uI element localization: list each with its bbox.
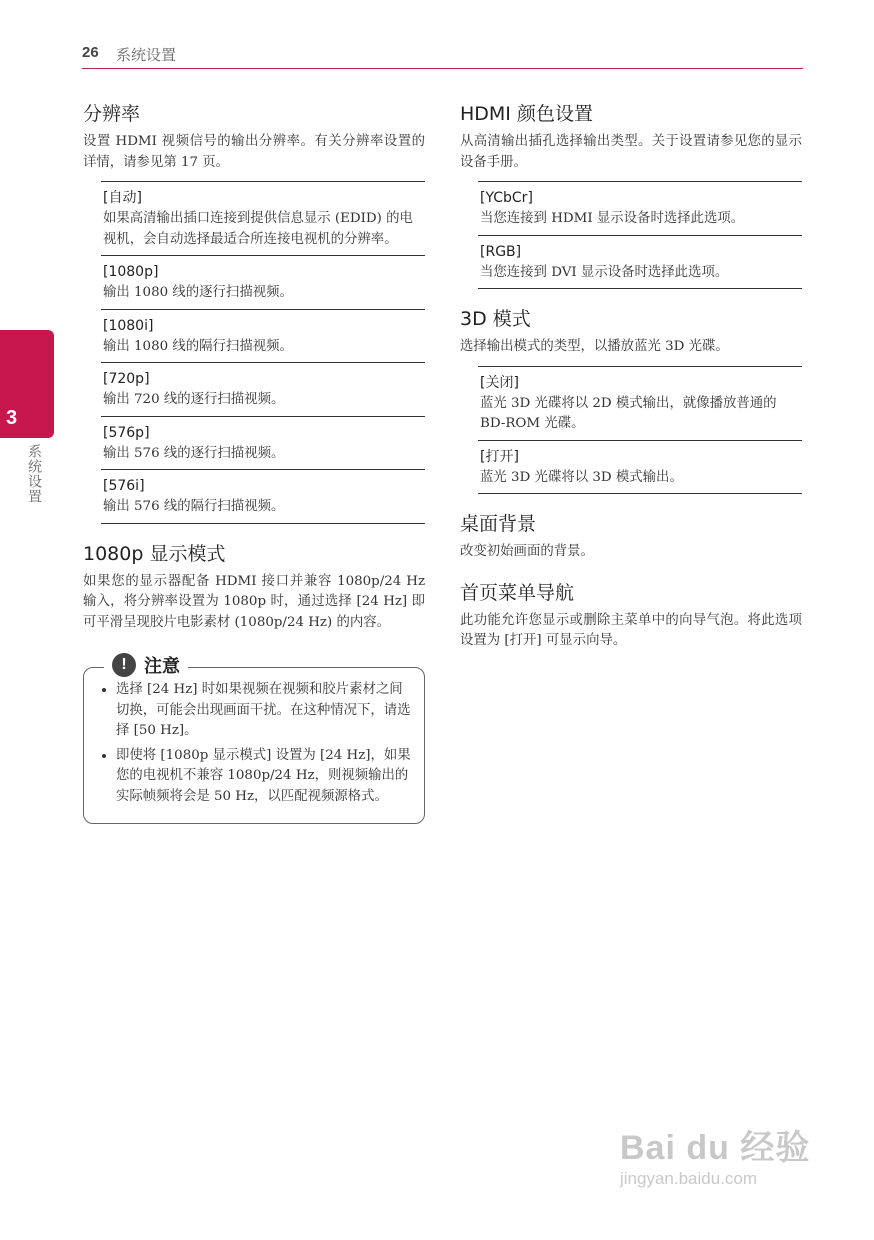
option-720p xyxy=(101,363,425,417)
chapter-title: 系统设置 xyxy=(116,46,177,64)
chapter-side-label: 系统设置 xyxy=(26,444,42,504)
option-ycbcr xyxy=(478,182,802,236)
option-label: [1080p] xyxy=(103,264,159,280)
note-box xyxy=(83,656,425,824)
hdmi-color-options xyxy=(478,181,802,289)
option-auto xyxy=(101,182,425,256)
page-number: 26 xyxy=(82,44,99,61)
resolution-heading: 分辨率 xyxy=(83,103,141,125)
option-desc: 当您连接到 DVI 显示设备时选择此选项。 xyxy=(480,264,729,280)
home-guide-heading: 首页菜单导航 xyxy=(460,581,575,604)
mode-3d-options xyxy=(478,366,802,495)
page-header xyxy=(82,40,803,69)
option-desc: 如果高清输出插口连接到提供信息显示 (EDID) 的电视机，会自动选择最适合所连接电视机的分辨率。 xyxy=(103,211,413,247)
note-item: • 选择 [24 Hz] 时如果视频在视频和胶片素材之间切换，可能会出现画面干扰。在这种情况下，请选择 [50 Hz]。 xyxy=(116,680,412,742)
option-label: [自动] xyxy=(103,190,142,206)
display-mode-desc: 如果您的显示器配备 HDMI 接口并兼容 1080p/24 Hz 输入，将分辨率设置为 1080p 时，通过选择 [24 Hz] 即可平滑呈现胶片电影素材 (1080p/24 Hz) 的内容。 xyxy=(83,573,425,630)
hdmi-color-desc: 从高清输出插孔选择输出类型。关于设置请参见您的显示设备手册。 xyxy=(460,134,802,170)
option-desc: 输出 1080 线的隔行扫描视频。 xyxy=(103,338,293,354)
option-label: [576p] xyxy=(103,424,150,441)
display-mode-section xyxy=(83,540,425,634)
option-label: [YCbCr] xyxy=(480,190,533,206)
option-label: [RGB] xyxy=(480,243,522,260)
mode-3d-desc: 选择输出模式的类型，以播放蓝光 3D 光碟。 xyxy=(460,339,729,354)
right-column xyxy=(460,100,802,668)
option-desc: 输出 1080 线的逐行扫描视频。 xyxy=(103,285,293,300)
option-label: [1080i] xyxy=(103,317,154,334)
wallpaper-heading: 桌面背景 xyxy=(460,513,537,535)
option-1080p xyxy=(101,256,425,310)
resolution-options xyxy=(101,181,425,524)
note-item: • 即使将 [1080p 显示模式] 设置为 [24 Hz]，如果您的电视机不兼容 1080p/24 Hz，则视频输出的实际帧频将会是 50 Hz，以匹配视频源格式。 xyxy=(116,746,412,808)
chapter-tab xyxy=(0,330,54,438)
hdmi-color-heading: HDMI 颜色设置 xyxy=(460,103,593,125)
home-guide-desc: 此功能允许您显示或删除主菜单中的向导气泡。将此选项设置为 [打开] 可显示向导。 xyxy=(460,612,802,648)
watermark-logo: Bai du 经验 xyxy=(620,1129,811,1167)
option-1080i xyxy=(101,310,425,364)
display-mode-heading: 1080p 显示模式 xyxy=(83,542,226,565)
resolution-section xyxy=(83,100,425,524)
left-column xyxy=(83,100,425,824)
home-guide-section xyxy=(460,579,802,652)
option-label: [关闭] xyxy=(480,374,519,391)
option-desc: 输出 576 线的隔行扫描视频。 xyxy=(103,499,285,514)
wallpaper-section xyxy=(460,510,802,563)
watermark xyxy=(620,1120,810,1189)
option-desc: 输出 720 线的逐行扫描视频。 xyxy=(103,392,285,407)
warning-icon: ! xyxy=(112,653,136,677)
option-desc: 蓝光 3D 光碟将以 3D 模式输出。 xyxy=(480,469,683,485)
mode-3d-heading: 3D 模式 xyxy=(460,308,531,330)
option-desc: 蓝光 3D 光碟将以 2D 模式输出，就像播放普通的 BD-ROM 光碟。 xyxy=(480,395,777,431)
option-label: [576i] xyxy=(103,478,145,494)
option-label: [720p] xyxy=(103,371,150,387)
option-576i xyxy=(101,470,425,524)
note-list xyxy=(96,680,412,807)
option-desc: 当您连接到 HDMI 显示设备时选择此选项。 xyxy=(480,211,745,226)
chapter-number: 3 xyxy=(6,407,18,429)
option-desc: 输出 576 线的逐行扫描视频。 xyxy=(103,445,285,461)
option-rgb xyxy=(478,236,802,290)
resolution-desc: 设置 HDMI 视频信号的输出分辨率。有关分辨率设置的详情，请参见第 17 页。 xyxy=(83,134,425,170)
option-576p xyxy=(101,417,425,471)
option-on xyxy=(478,441,802,495)
option-label: [打开] xyxy=(480,448,519,465)
watermark-url: jingyan.baidu.com xyxy=(620,1169,758,1188)
option-off xyxy=(478,367,802,441)
note-title: 注意 xyxy=(144,656,180,677)
mode-3d-section xyxy=(460,305,802,494)
note-header xyxy=(104,652,188,678)
wallpaper-desc: 改变初始画面的背景。 xyxy=(460,544,594,559)
hdmi-color-section xyxy=(460,100,802,289)
